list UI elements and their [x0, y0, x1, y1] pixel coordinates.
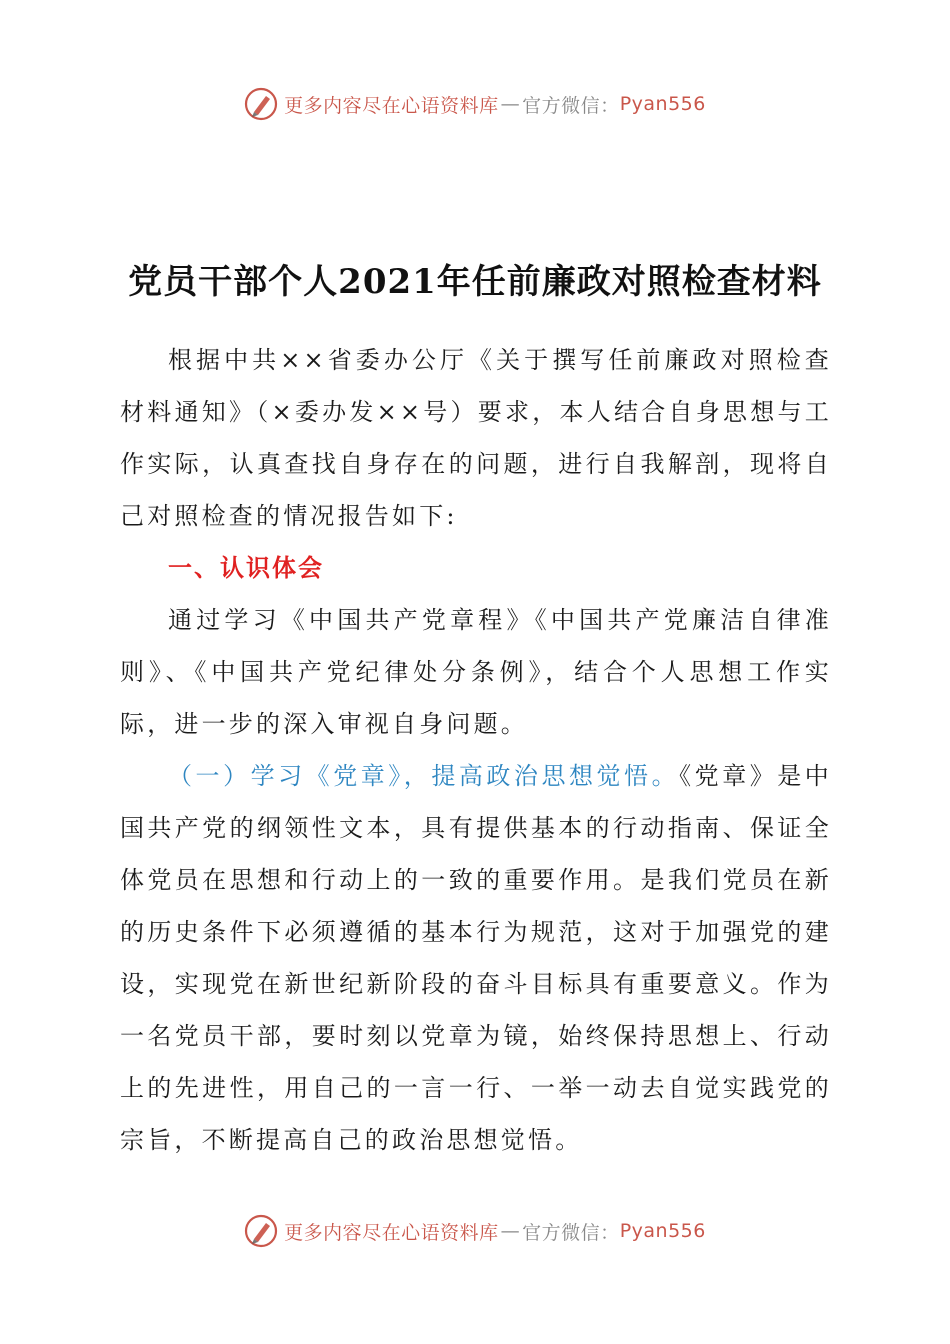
watermark-text: 更多内容尽在心语资料库 — [284, 94, 499, 117]
pen-circle-logo-icon — [244, 1214, 278, 1248]
pen-circle-logo-icon — [244, 87, 278, 121]
subsection-heading: （一）学习《党章》，提高政治思想觉悟。 — [168, 762, 680, 790]
watermark-wechat-id: Pyan556 — [619, 93, 706, 115]
header-watermark — [0, 84, 950, 124]
section-heading: 一、认识体会 — [168, 554, 324, 582]
section-paragraph: 通过学习《中国共产党章程》《中国共产党廉洁自律准则》、《中国共产党纪律处分条例》，结合个人思想工作实际，进一步的深入审视自身问题。 — [120, 606, 832, 738]
footer-watermark — [0, 1211, 950, 1251]
document-body — [120, 334, 832, 1166]
intro-paragraph: 根据中共××省委办公厅《关于撰写任前廉政对照检查材料通知》（×委办发××号）要求，本人结合自身思想与工作实际，认真查找自身存在的问题，进行自我解剖，现将自己对照检查的情况报告如下: — [120, 346, 832, 530]
watermark-label: 官方微信： — [522, 94, 620, 117]
document-title: 党员干部个人2021年任前廉政对照检查材料 — [128, 262, 822, 302]
watermark-label: 官方微信： — [522, 1221, 620, 1244]
subsection-body: 《党章》是中国共产党的纲领性文本，具有提供基本的行动指南、保证全体党员在思想和行动上的一致的重要作用。是我们党员在新的历史条件下必须遵循的基本行为规范，这对于加强党的建设，实现党在新世纪新阶段的奋斗目标具有重要意义。作为一名党员干部，要时刻以党章为镜，始终保持思想上、行动上的先进性，用自己的一言一行、一举一动去自觉实践党的宗旨，不断提高自己的政治思想觉悟。 — [120, 762, 832, 1154]
watermark-dash: — — [500, 1220, 521, 1242]
watermark-wechat-id: Pyan556 — [619, 1220, 706, 1242]
watermark-text: 更多内容尽在心语资料库 — [284, 1221, 499, 1244]
watermark-dash: — — [500, 93, 521, 115]
subsection-paragraph — [120, 750, 832, 1166]
